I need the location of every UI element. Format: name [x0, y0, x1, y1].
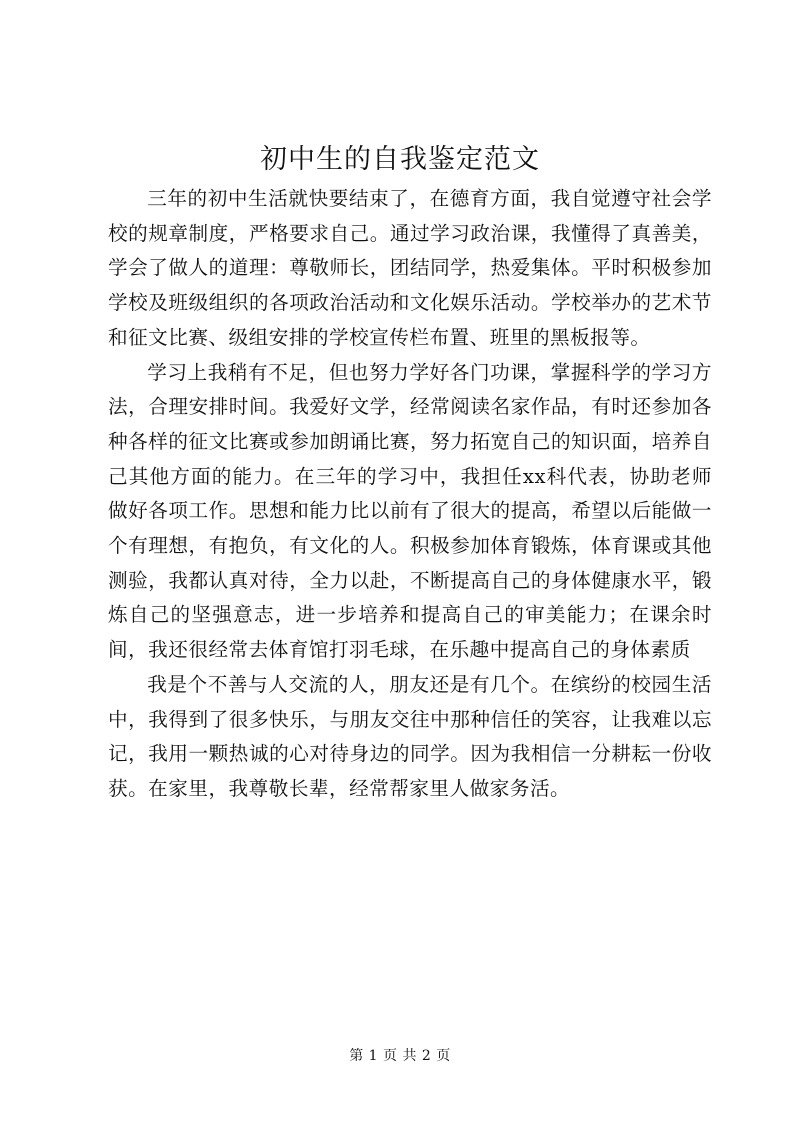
document-title: 初中生的自我鉴定范文	[260, 144, 540, 175]
document-body	[108, 182, 712, 807]
paragraph-friendship: 我是个不善与人交流的人，朋友还是有几个。在缤纷的校园生活中，我得到了很多快乐，与朋友交往中那种信任的笑容，让我难以忘记，我用一颗热诚的心对待身边的同学。因为我相信一分耕耘一份收获。在家里，我尊敬长辈，经常帮家里人做家务活。	[108, 672, 712, 800]
page-footer: 第 1 页 共 2 页	[349, 1048, 451, 1064]
paragraph-conduct: 三年的初中生活就快要结束了，在德育方面，我自觉遵守社会学校的规章制度，严格要求自己。通过学习政治课，我懂得了真善美，学会了做人的道理：尊敬师长，团结同学，热爱集体。平时积极参加学校及班级组织的各项政治活动和文化娱乐活动。学校举办的艺术节和征文比赛、级组安排的学校宣传栏布置、班里的黑板报等。	[108, 187, 712, 349]
paragraph-study: 学习上我稍有不足，但也努力学好各门功课，掌握科学的学习方法，合理安排时间。我爱好文学，经常阅读名家作品，有时还参加各种各样的征文比赛或参加朗诵比赛，努力拓宽自己的知识面，培养自己其他方面的能力。在三年的学习中，我担任xx科代表，协助老师做好各项工作。思想和能力比以前有了很大的提高，希望以后能做一个有理想，有抱负，有文化的人。积极参加体育锻炼，体育课或其他测验，我都认真对待，全力以赴，不断提高自己的身体健康水平，锻炼自己的坚强意志，进一步培养和提高自己的审美能力；在课余时间，我还很经常去体育馆打羽毛球，在乐趣中提高自己的身体素质	[108, 360, 712, 662]
